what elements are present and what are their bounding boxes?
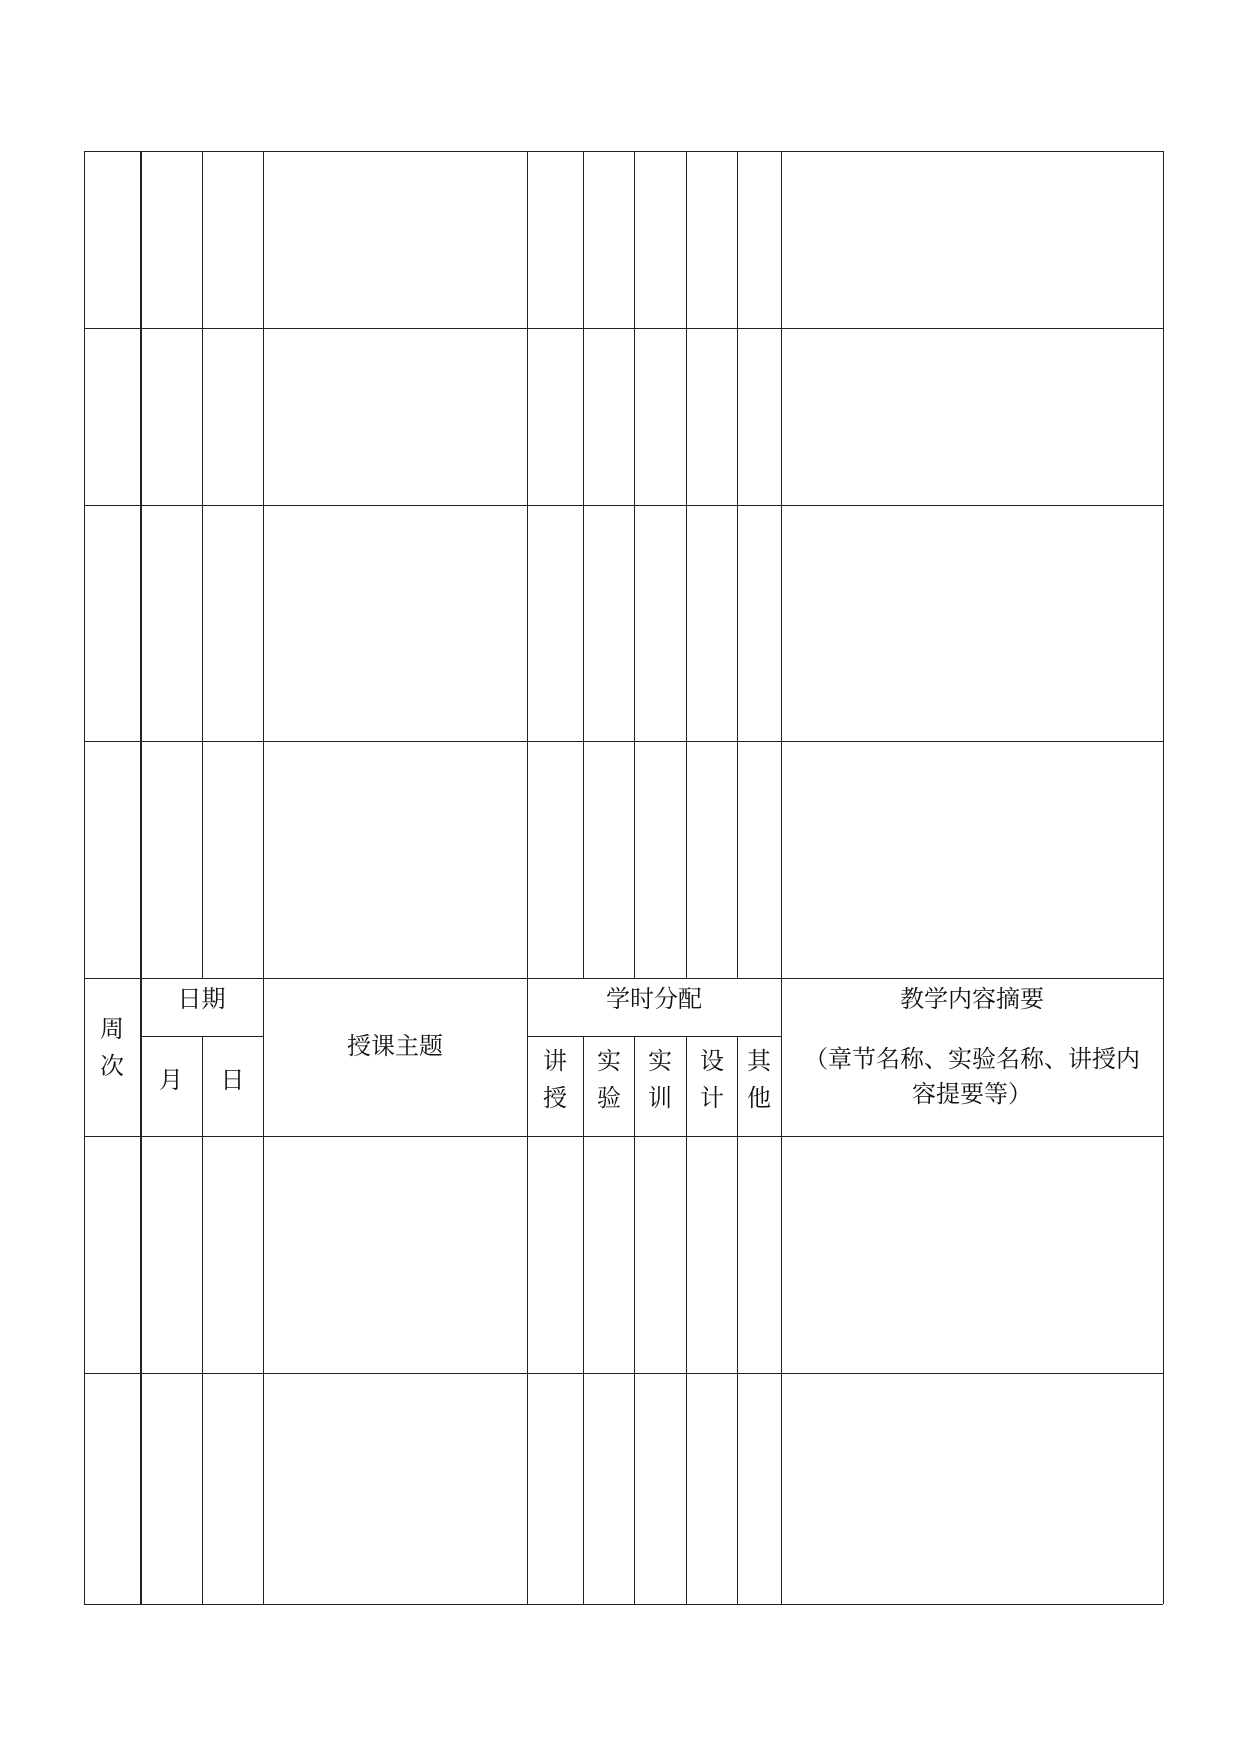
col-sep-month-top bbox=[202, 151, 203, 978]
col-sep-design-bottom bbox=[737, 1036, 738, 1604]
hours-col-lab: 实验 bbox=[597, 1047, 621, 1112]
col-sep-lab-top bbox=[634, 151, 635, 978]
summary-note-line2: 容提要等） bbox=[912, 1080, 1032, 1108]
row-sep-3 bbox=[84, 741, 1163, 742]
hours-subheader-line bbox=[527, 1036, 781, 1037]
col-sep-month-bottom bbox=[202, 1036, 203, 1604]
header-row-top bbox=[84, 978, 1163, 979]
month-label: 月 bbox=[159, 1066, 183, 1094]
date-label: 日期 bbox=[177, 985, 226, 1013]
col-sep-lecture-top bbox=[583, 151, 584, 978]
col-sep-training-top bbox=[686, 151, 687, 978]
summary-note-line1: （章节名称、实验名称、讲授内 bbox=[804, 1045, 1140, 1073]
col-sep-training-bottom bbox=[686, 1036, 687, 1604]
hours-col-design: 设计 bbox=[700, 1047, 724, 1112]
schedule-table bbox=[84, 151, 1163, 1604]
col-sep-design-top bbox=[737, 151, 738, 978]
col-sep-week bbox=[140, 151, 142, 1604]
day-label: 日 bbox=[220, 1066, 245, 1094]
col-sep-day bbox=[263, 151, 264, 1604]
hours-col-training: 实训 bbox=[648, 1047, 672, 1112]
topic-label: 授课主题 bbox=[347, 1032, 443, 1060]
week-label-text: 周次 bbox=[100, 1015, 124, 1080]
row-sep-1 bbox=[84, 328, 1163, 329]
hours-col-other: 其他 bbox=[747, 1047, 771, 1112]
row-sep-2 bbox=[84, 505, 1163, 506]
col-sep-lecture-bottom bbox=[583, 1036, 584, 1604]
table-border-bottom bbox=[84, 1604, 1163, 1605]
hours-label: 学时分配 bbox=[606, 985, 702, 1013]
table-border-left bbox=[84, 151, 85, 1604]
header-row-bottom bbox=[84, 1136, 1163, 1137]
col-sep-topic bbox=[527, 151, 528, 1604]
week-label bbox=[92, 1011, 132, 1085]
hours-col-lecture: 讲授 bbox=[543, 1047, 567, 1112]
col-sep-other bbox=[781, 151, 782, 1604]
date-subheader-line bbox=[140, 1036, 263, 1037]
row-sep-5 bbox=[84, 1373, 1163, 1374]
table-border-right bbox=[1163, 151, 1164, 1604]
table-border-top bbox=[84, 151, 1163, 152]
summary-title: 教学内容摘要 bbox=[900, 985, 1044, 1013]
col-sep-lab-bottom bbox=[634, 1036, 635, 1604]
